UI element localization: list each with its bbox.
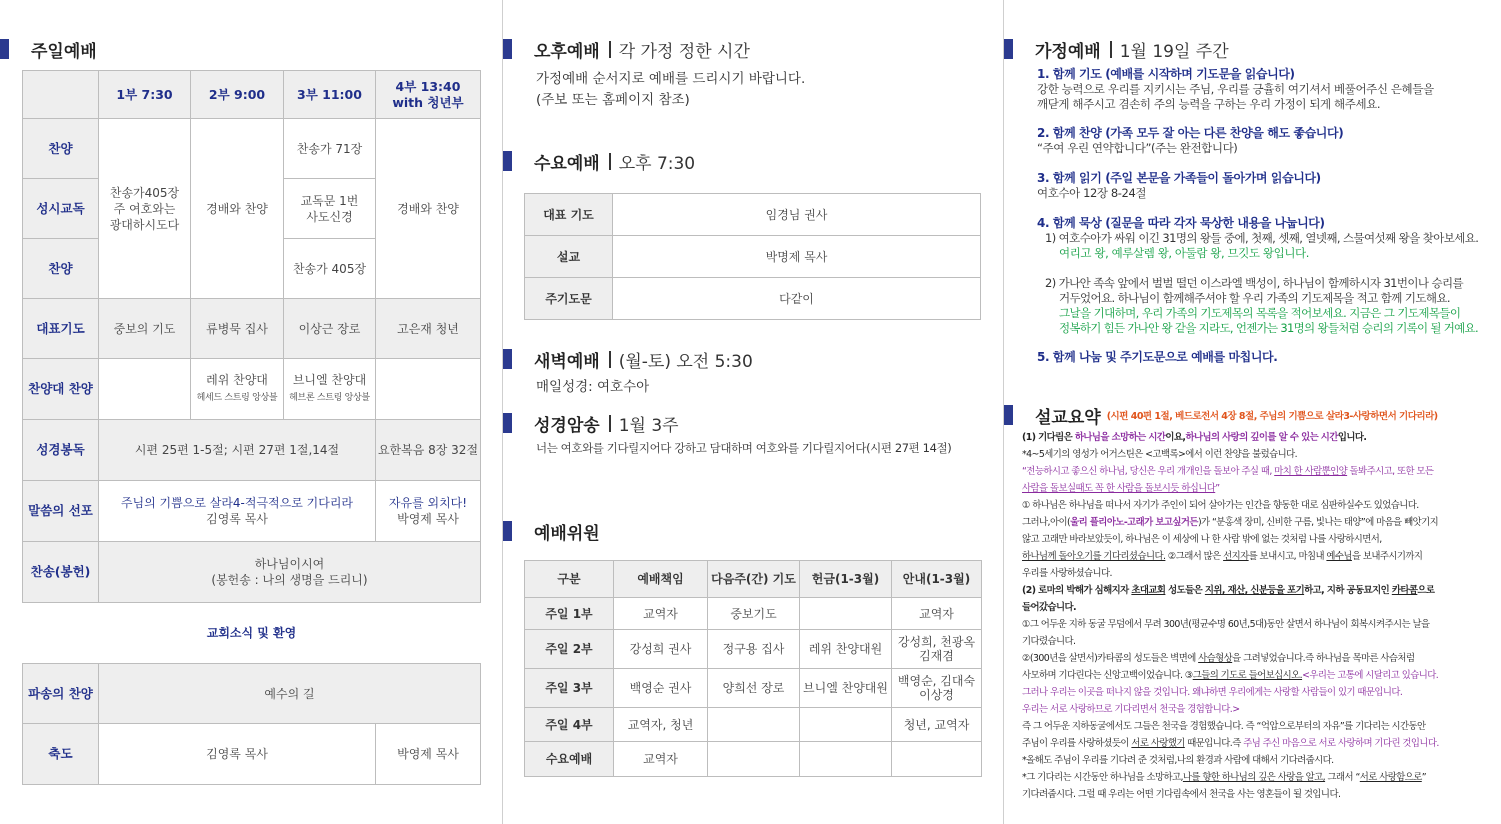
summary-line: 주님이 우리를 사랑하셨듯이 서로 사랑했기 때문입니다.즉 주님 주신 마음으로 서로 사랑하며 기다린 것입니다.: [1022, 738, 1439, 749]
step-3-title: 3. 함께 읽기 (주일 본문을 가족들이 돌아가며 읽습니다): [1037, 171, 1321, 185]
committee-cell: 수요예배: [525, 742, 614, 777]
title-separator: [609, 41, 611, 58]
summary-line: 사람을 돌보실때도 꼭 한 사람을 돌보시듯 하십니다”: [1022, 483, 1220, 494]
section-bar: [503, 413, 512, 433]
committee-cell: [800, 742, 892, 777]
choir-3-cell: 브니엘 찬양대 헤브론 스트링 앙상블: [284, 359, 376, 420]
step-1-text: 강한 능력으로 우리를 지키시는 주님, 우리를 긍휼히 여기셔서 베풀어주신 은혜들을: [1037, 82, 1434, 96]
section-bar: [1004, 405, 1013, 425]
summary-line: 들어갔습니다.: [1022, 602, 1077, 613]
committee-cell: 백영순, 김대숙 이상경: [892, 669, 982, 708]
summary-line: 그러나 우리는 이곳을 떠나지 않을 것입니다. 왜냐하면 우리에게는 사랑할 사람들이 있기 때문입니다.: [1022, 687, 1403, 698]
committee-cell: [708, 708, 800, 742]
choir-4-cell: [376, 359, 481, 420]
title-separator: [609, 153, 611, 170]
bene-main-cell: 김영록 목사: [99, 724, 376, 785]
summary-line: 않고 고래만 바라보았듯이, 하나님은 이 세상에 나 한 사람 밖에 없는 것처럼 나를 사랑하시면서,: [1022, 534, 1382, 545]
title-separator: [609, 351, 611, 368]
committee-cell: 교역자, 청년: [614, 708, 708, 742]
s2-praise-cell: 경배와 찬양: [191, 119, 284, 299]
sermon-reference: (시편 40편 1절, 베드로전서 4장 8절, 주님의 기쁨으로 살라3-사랑하면서 기다리라): [1106, 411, 1438, 422]
choir-1-cell: [99, 359, 191, 420]
step-2-title: 2. 함께 찬양 (가족 모두 잘 아는 다른 찬양을 해도 좋습니다): [1037, 126, 1344, 140]
committee-cell: 브니엘 찬양대원: [800, 669, 892, 708]
step-2-text: “주여 우린 연약합니다”(주는 완전합니다): [1037, 141, 1238, 155]
section-subtitle: 1월 19일 주간: [1119, 41, 1229, 62]
summary-line: ①그 어두운 지하 동굴 무덤에서 무려 300년(평균수명 60년,5대)동안 살면서 하나님이 회복시켜주시는 날을: [1022, 619, 1430, 630]
step-4-title: 4. 함께 묵상 (질문을 따라 각자 묵상한 내용을 나눕니다): [1037, 216, 1325, 230]
summary-line: 그러나,아이(울리 플리아노-고래가 보고싶거든)가 “분홍색 장미, 신비한 구름, 빛나는 태양”에 마음을 빼앗기지: [1022, 517, 1439, 528]
table-row: [525, 669, 982, 708]
sermon-main-cell: 주님의 기쁨으로 살라4-적극적으로 기다리라 김영록 목사: [99, 481, 376, 542]
summary-line: 하나님께 돌아오기를 기다리셨습니다. ②그래서 많은 선지자를 보내시고, 마침내 예수님을 보내주시기까지: [1022, 551, 1423, 562]
section-bar: [503, 349, 512, 369]
committee-cell: 청년, 교역자: [892, 708, 982, 742]
committee-header-cell: 구분: [525, 561, 614, 598]
committee-cell: 정구용 집사: [708, 630, 800, 669]
committee-cell: [892, 742, 982, 777]
left-column: [0, 0, 502, 824]
summary-line: 사모하며 기다린다는 신앙고백이었습니다. ③그들의 기도로 들어보십시오.<우리는 고통에 시달리고 있습니다.: [1022, 670, 1439, 681]
memory-verse-header: [503, 412, 679, 434]
summary-line: 기다려줍시다. 그럴 때 우리는 어떤 기다림속에서 천국을 사는 영혼들이 될 것입니다.: [1022, 789, 1341, 800]
committee-cell: [800, 598, 892, 630]
afternoon-worship-header: [503, 38, 750, 60]
summary-line: *4~5세기의 영성가 어거스틴은 <고백록>에서 이런 찬양을 불렀습니다.: [1022, 449, 1298, 460]
service-4-header: 4부 13:40 with 청년부: [376, 71, 481, 119]
choir-2-cell: 레위 찬양대 헤세드 스트링 앙상블: [191, 359, 284, 420]
section-title: 예배위원: [534, 523, 600, 544]
committee-cell: 레위 찬양대원: [800, 630, 892, 669]
committee-cell: 백영순 권사: [614, 669, 708, 708]
wed-lords-prayer-label: 주기도문: [525, 278, 613, 320]
table-row: [525, 598, 982, 630]
section-bar: [1004, 39, 1013, 59]
question-1-answer: 여리고 왕, 예루살렘 왕, 아둘람 왕, 므깃도 왕입니다.: [1059, 246, 1309, 260]
committee-header-cell: 헌금(1-3월): [800, 561, 892, 598]
question-1: 1) 여호수아가 싸워 이긴 31명의 왕들 중에, 첫째, 셋째, 열넷째, 스물여섯째 왕을 찾아보세요.: [1045, 231, 1479, 245]
question-2: 2) 가나안 족속 앞에서 벌벌 떨던 이스라엘 백성이, 하나님이 함께하시자 31번이나 승리를: [1045, 276, 1464, 290]
table-row: [525, 708, 982, 742]
row-sending: 파송의 찬양: [23, 664, 99, 724]
section-title: 수요예배: [534, 153, 600, 174]
wed-prayer-label: 대표 기도: [525, 194, 613, 236]
row-choir: 찬양대 찬양: [23, 359, 99, 420]
question-2-answer: 그날을 기대하며, 우리 가족의 기도제목의 목록을 적어보세요. 지금은 그 기도제목들이: [1059, 306, 1461, 320]
summary-line: ②(300년을 살면서)카타콤의 성도들은 벽면에 사슴형상을 그려넣었습니다.즉 하나님을 목마른 사슴처럼: [1022, 653, 1415, 664]
reading-main-cell: 시편 25편 1-5절; 시편 27편 1절,14절: [99, 420, 376, 481]
prayer-2-cell: 류병묵 집사: [191, 299, 284, 359]
sermon-summary-body: [1022, 429, 1498, 803]
section-title: 주일예배: [31, 41, 97, 62]
table-row: [525, 742, 982, 777]
section-subtitle: 1월 3주: [618, 415, 679, 436]
wed-sermon-label: 설교: [525, 236, 613, 278]
dawn-worship-header: [503, 348, 753, 370]
row-confession: 성시교독: [23, 179, 99, 239]
sermon-summary-header: [1004, 404, 1438, 426]
service-3-header: 3부 11:00: [284, 71, 376, 119]
summary-line: 우리는 서로 사랑하므로 기다리면서 천국을 경험합니다.>: [1022, 704, 1240, 715]
title-separator: [609, 415, 611, 432]
summary-line: *올해도 주님이 우리를 기다려 준 것처럼,나의 환경과 사람에 대해서 기다려줍시다.: [1022, 755, 1334, 766]
row-sermon: 말씀의 선포: [23, 481, 99, 542]
table-row: [525, 630, 982, 669]
dawn-text: 매일성경: 여호수아: [536, 379, 650, 395]
section-subtitle: 오후 7:30: [618, 153, 696, 174]
section-bar: [503, 151, 512, 171]
question-2-answer: 정복하기 힘든 가나안 왕 같을 지라도, 언젠가는 31명의 왕들처럼 승리의 기록이 될 거예요.: [1059, 321, 1478, 335]
row-benediction: 축도: [23, 724, 99, 785]
s3-confession-cell: 교독문 1번 사도신경: [284, 179, 376, 239]
summary-line: 즉 그 어두운 지하동굴에서도 그들은 천국을 경험했습니다. 즉 “억압으로부터의 자유”를 기다리는 시간동안: [1022, 721, 1426, 732]
sermon-4-cell: 자유를 외치다! 박영제 목사: [376, 481, 481, 542]
section-bar: [503, 39, 512, 59]
memory-verse-text: 너는 여호와를 기다릴지어다 강하고 담대하며 여호와를 기다릴지어다(시편 27편 14절): [536, 441, 952, 455]
committee-table: [524, 560, 982, 777]
committee-cell: 교역자: [892, 598, 982, 630]
step-1-title: 1. 함께 기도 (예배를 시작하며 기도문을 읽습니다): [1037, 67, 1295, 81]
section-title: 가정예배: [1035, 41, 1101, 62]
committee-cell: 강성희 권사: [614, 630, 708, 669]
family-worship-header: [1004, 38, 1229, 60]
step-3-text: 여호수아 12장 8-24절: [1037, 186, 1147, 200]
committee-cell: 주일 2부: [525, 630, 614, 669]
family-worship-body: [1037, 67, 1497, 365]
summary-line: ① 하나님은 하나님을 떠나서 자기가 주인이 되어 살아가는 인간을 향동한 대로 심판하실수도 있었습니다.: [1022, 500, 1419, 511]
section-subtitle: 각 가정 정한 시간: [618, 41, 750, 62]
committee-cell: 강성희, 천광옥 김재겸: [892, 630, 982, 669]
committee-header-cell: 다음주(간) 기도: [708, 561, 800, 598]
summary-line: (1) 기다림은 하나님을 소망하는 시간이요,하나님의 사랑의 깊이를 알 수 있는 시간입니다.: [1022, 432, 1367, 443]
title-separator: [1110, 41, 1112, 58]
committee-cell: [800, 708, 892, 742]
question-2-cont: 거두었어요. 하나님이 함께해주셔야 할 우리 가족의 기도제목을 적고 함께 기도해요.: [1059, 291, 1450, 305]
row-praise-1: 찬양: [23, 119, 99, 179]
committee-cell: 교역자: [614, 742, 708, 777]
section-title: 오후예배: [534, 41, 600, 62]
step-1-text: 깨닫게 해주시고 겸손히 주의 능력을 구하는 우리 가정이 되게 해주세요.: [1037, 97, 1381, 111]
section-title: 성경암송: [534, 415, 600, 436]
committee-cell: 주일 4부: [525, 708, 614, 742]
summary-line: 우리를 사랑하셨습니다.: [1022, 568, 1112, 579]
section-bar: [503, 521, 512, 541]
committee-header-cell: 예배책임: [614, 561, 708, 598]
committee-header-cell: 안내(1-3월): [892, 561, 982, 598]
bene-4-cell: 박영제 목사: [376, 724, 481, 785]
summary-line: “전능하시고 좋으신 하나님, 당신은 우리 개개인을 돌보아 주실 때, 마치 한 사람뿐인양 돌봐주시고, 또한 모든: [1022, 466, 1434, 477]
committee-cell: 중보기도: [708, 598, 800, 630]
s3-praise2-cell: 찬송가 405장: [284, 239, 376, 299]
sending-cell: 예수의 길: [99, 664, 481, 724]
prayer-4-cell: 고은재 청년: [376, 299, 481, 359]
reading-4-cell: 요한복음 8장 32절: [376, 420, 481, 481]
committee-cell: 주일 3부: [525, 669, 614, 708]
step-5-title: 5. 함께 나눔 및 주기도문으로 예배를 마칩니다.: [1037, 350, 1278, 364]
summary-line: *그 기다리는 시간동안 하나님을 소망하고,나를 향한 하나님의 깊은 사랑을 알고, 그래서 “서로 사랑함으로”: [1022, 772, 1427, 783]
sunday-service-table: [22, 70, 481, 785]
prayer-3-cell: 이상근 장로: [284, 299, 376, 359]
summary-line: 기다렸습니다.: [1022, 636, 1076, 647]
committee-cell: 주일 1부: [525, 598, 614, 630]
committee-header: [503, 520, 600, 542]
s3-praise1-cell: 찬송가 71장: [284, 119, 376, 179]
prayer-1-cell: 중보의 기도: [99, 299, 191, 359]
church-news-cell: 교회소식 및 환영: [23, 603, 481, 664]
row-reading: 성경봉독: [23, 420, 99, 481]
offering-cell: 하나님이시여 (봉헌송 : 나의 생명을 드리니): [99, 542, 481, 603]
table-corner: [23, 71, 99, 119]
row-praise-2: 찬양: [23, 239, 99, 299]
section-subtitle: (월-토) 오전 5:30: [618, 351, 753, 372]
service-1-header: 1부 7:30: [99, 71, 191, 119]
row-rep-prayer: 대표기도: [23, 299, 99, 359]
s1-praise-cell: 찬송가405장 주 여호와는 광대하시도다: [99, 119, 191, 299]
row-offering: 찬송(봉헌): [23, 542, 99, 603]
section-title: 새벽예배: [534, 351, 600, 372]
section-bar: [0, 39, 9, 59]
wed-lords-prayer-value: 다같이: [613, 278, 981, 320]
wednesday-worship-header: [503, 150, 695, 172]
committee-cell: 양희선 장로: [708, 669, 800, 708]
sunday-worship-header: [0, 38, 97, 60]
s4-praise-cell: 경배와 찬양: [376, 119, 481, 299]
middle-column: [503, 0, 1003, 824]
section-title: 설교요약: [1035, 407, 1101, 428]
right-column: [1004, 0, 1501, 824]
committee-cell: [708, 742, 800, 777]
wednesday-table: [524, 193, 981, 320]
committee-cell: 교역자: [614, 598, 708, 630]
summary-line: (2) 로마의 박해가 심해지자 초대교회 성도들은 지위, 재산, 신분등을 포기하고, 지하 공동묘지인 카타콤으로: [1022, 585, 1435, 596]
service-2-header: 2부 9:00: [191, 71, 284, 119]
wed-prayer-value: 임경님 권사: [613, 194, 981, 236]
afternoon-text: 가정예배 순서지로 예배를 드리시기 바랍니다. (주보 또는 홈페이지 참조): [536, 71, 806, 108]
wed-sermon-value: 박명제 목사: [613, 236, 981, 278]
